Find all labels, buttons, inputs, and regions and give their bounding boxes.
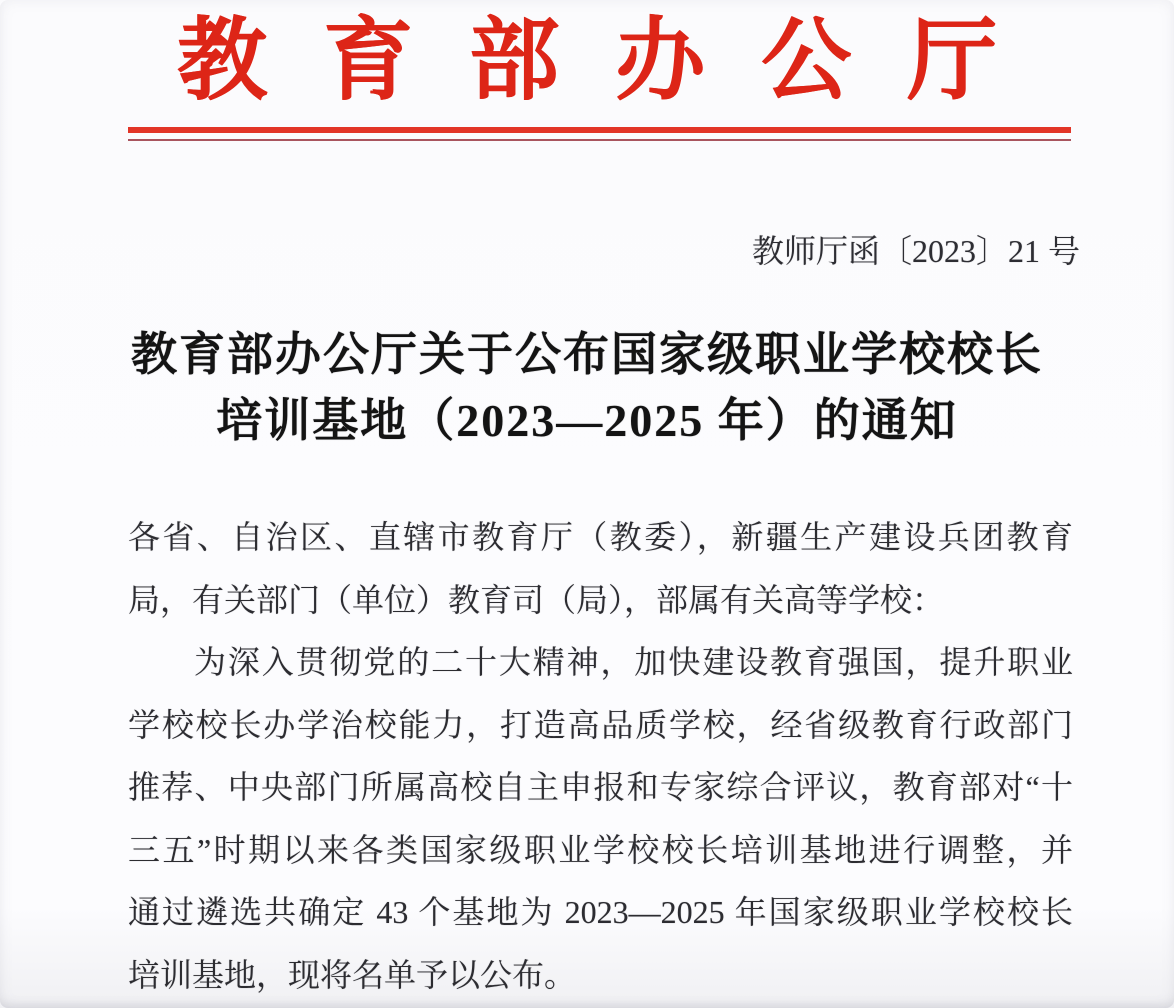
body-line: 推荐、中央部门所属高校自主申报和专家综合评议，教育部对“十 <box>128 769 1073 805</box>
divider-thin-line <box>128 139 1071 141</box>
divider-thick-line <box>128 127 1071 133</box>
masthead-char: 办 <box>615 12 705 111</box>
salutation-line: 各省、自治区、直辖市教育厅（教委），新疆生产建设兵团教育 <box>128 519 1073 555</box>
document-title-line-2: 培训基地（2023—2025 年）的通知 <box>216 395 958 446</box>
salutation-line: 局，有关部门（单位）教育司（局），部属有关高等学校： <box>128 581 945 618</box>
body-line: 培训基地，现将名单予以公布。 <box>128 956 577 993</box>
body-line: 三五”时期以来各类国家级职业学校校长培训基地进行调整，并 <box>128 831 1073 868</box>
masthead-char: 育 <box>323 12 413 111</box>
masthead-char: 部 <box>469 12 559 111</box>
document-title <box>0 322 1174 454</box>
masthead-char: 厅 <box>907 12 997 111</box>
body-line: 为深入贯彻党的二十大精神，加快建设教育强国，提升职业 <box>194 644 1073 680</box>
body-line: 通过遴选共确定 43 个基地为 2023—2025 年国家级职业学校校长 <box>128 894 1073 930</box>
masthead-char: 教 <box>177 12 267 111</box>
masthead-char: 公 <box>761 12 851 111</box>
document-title-line-1: 教育部办公厅关于公布国家级职业学校校长 <box>131 329 1043 380</box>
document-number: 教师厅函〔2023〕21 号 <box>751 233 1080 269</box>
body-line: 学校校长办学治校能力，打造高品质学校，经省级教育行政部门 <box>128 706 1073 743</box>
document-body <box>128 506 1073 1006</box>
header-divider <box>128 127 1071 141</box>
agency-masthead <box>177 12 997 112</box>
